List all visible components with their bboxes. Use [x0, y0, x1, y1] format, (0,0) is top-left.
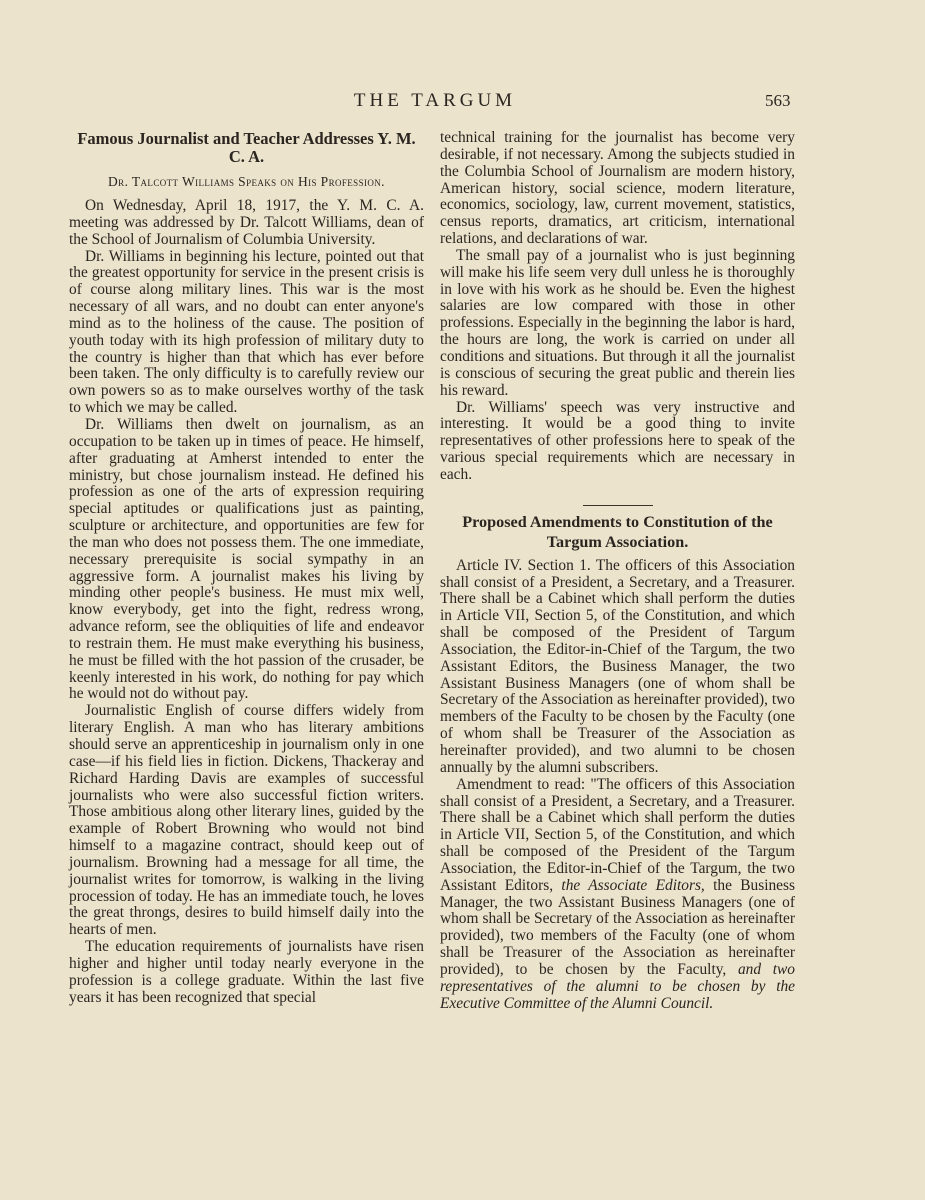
- article1-subhead: Dr. Talcott Williams Speaks on His Profession.: [108, 174, 385, 189]
- article1-paragraph: The small pay of a journalist who is just beginning will make his life seem very dull unless he is thoroughly in love with his work as he should be. Even the highest salaries are low compared with those in other professions. Especially in the beginning the labor is hard, the hours are long, the work is carried on under all conditions and situations. But through it all the journalist is conscious of securing the great public and therein lies his reward.: [440, 246, 795, 399]
- article1-headline: Famous Journalist and Teacher Addresses Y. M. C. A.: [77, 129, 416, 166]
- amendment-paragraph: [440, 777, 795, 1013]
- amendment-text: Amendment to read: "The officers of this Association shall consist of a President, a Secretary, and a Treasurer. There shall be a Cabinet which shall perform the duties in Article VII, Section 5, of the Constitution, and which shall be composed of the President of the Targum Association, the Editor-in-Chief of the Targum, the two Assistant Editors,: [440, 775, 795, 894]
- article1-paragraph: On Wednesday, April 18, 1917, the Y. M. C. A. meeting was addressed by Dr. Talcott Williams, dean of the School of Journalism of Columbia University.: [69, 197, 424, 248]
- left-column: [69, 130, 424, 1007]
- amendment-italic: the Associate Editors,: [561, 876, 705, 894]
- article1-paragraph: Dr. Williams' speech was very instructive and interesting. It would be a good thing to invite representatives of other professions here to speak of the various special requirements which are necessary in each.: [440, 398, 795, 483]
- article1-paragraph: Dr. Williams in beginning his lecture, pointed out that the greatest opportunity for service in the present crisis is of course along military lines. This war is the most necessary of all wars, and no doubt can enter anyone's mind as to the holiness of the cause. The position of youth today with its high profession of military duty to the country is higher than that which has ever before been taken. The only difficulty is to carefully review our own powers so as to make ourselves worthy of the task to which we may be called.: [69, 247, 424, 417]
- running-head: [0, 90, 925, 114]
- article1-paragraph-split: The education requirements of journalists have risen higher and higher until today nearly everyone in the profession is a college graduate. Within the last five years it has been recognized that special: [69, 938, 424, 1006]
- article2-paragraph: Article IV. Section 1. The officers of this Association shall consist of a President, a Secretary, and a Treasurer. There shall be a Cabinet which shall perform the duties in Article VII, Section 5, of the Constitution, and which shall be composed of the President of Targum Association, the Editor-in-Chief of the Targum, the two Assistant Editors, the Business Manager, the two Assistant Business Managers (one of whom shall be Secretary of the Association as hereinafter provided), two members of the Faculty to be chosen by the Faculty (one of whom shall be Treasurer of the Association as hereinafter provided), and two alumni to be chosen annually by the alumni subscribers.: [440, 556, 795, 776]
- article1-paragraph: Dr. Williams then dwelt on journalism, as an occupation to be taken up in times of peace. He himself, after graduating at Amherst intended to enter the ministry, but chose journalism instead. He defined his profession as one of the arts of expression requiring special aptitudes or qualifications just as painting, sculpture or architecture, and opportunities are few for the man who does not possess them. The one immediate, necessary prerequisite is social sympathy in an aggressive form. A journalist makes his living by minding other people's business. He must mix well, know everybody, get into the fight, redress wrong, advance reform, see the obliquities of life and endeavor to restrain them. He must make everything his business, he must be filled with the hot passion of the crusader, be keenly interested in his work, do nothing for pay which he would not do without pay.: [69, 415, 424, 703]
- right-column: [440, 130, 795, 1013]
- amendment-italic: and two representatives of the alumni to be chosen by the Executive Committee of the Alumni Council.: [440, 960, 796, 1012]
- amendment-text: the Business Manager, the two Assistant Business Managers (one of whom shall be Secretary of the Association as hereinafter provided), two members of the Faculty (one of whom shall be Treasurer of the Association as hereinafter provided), to be chosen by the Faculty,: [440, 876, 795, 978]
- section-divider: [440, 497, 795, 500]
- running-title: THE TARGUM: [353, 90, 517, 111]
- page-number: 563: [765, 91, 791, 110]
- article1-paragraph-continued: technical training for the journalist has become very desirable, if not necessary. Among the subjects studied in the Columbia School of Journalism are modern history, American history, social science, modern literature, economics, sociology, law, current movement, statistics, census reports, dramatics, art criticism, international relations, and declarations of war.: [440, 129, 795, 248]
- article1-paragraph: Journalistic English of course differs widely from literary English. A man who has literary ambitions should serve an apprenticeship in journalism only in one case—if his field lies in fiction. Dickens, Thackeray and Richard Harding Davis are examples of successful journalists who were also successful fiction writers. Those ambitious along other literary lines, guided by the example of Robert Browning who would not bind himself to a magazine contract, should keep out of journalism. Browning had a message for all time, the journalist writes for tomorrow, is walking in the living procession of today. He has an immediate touch, he loves the great throngs, desires to build himself daily into the hearts of men.: [69, 702, 424, 939]
- article2-headline: Proposed Amendments to Constitution of the Targum Association.: [462, 512, 773, 551]
